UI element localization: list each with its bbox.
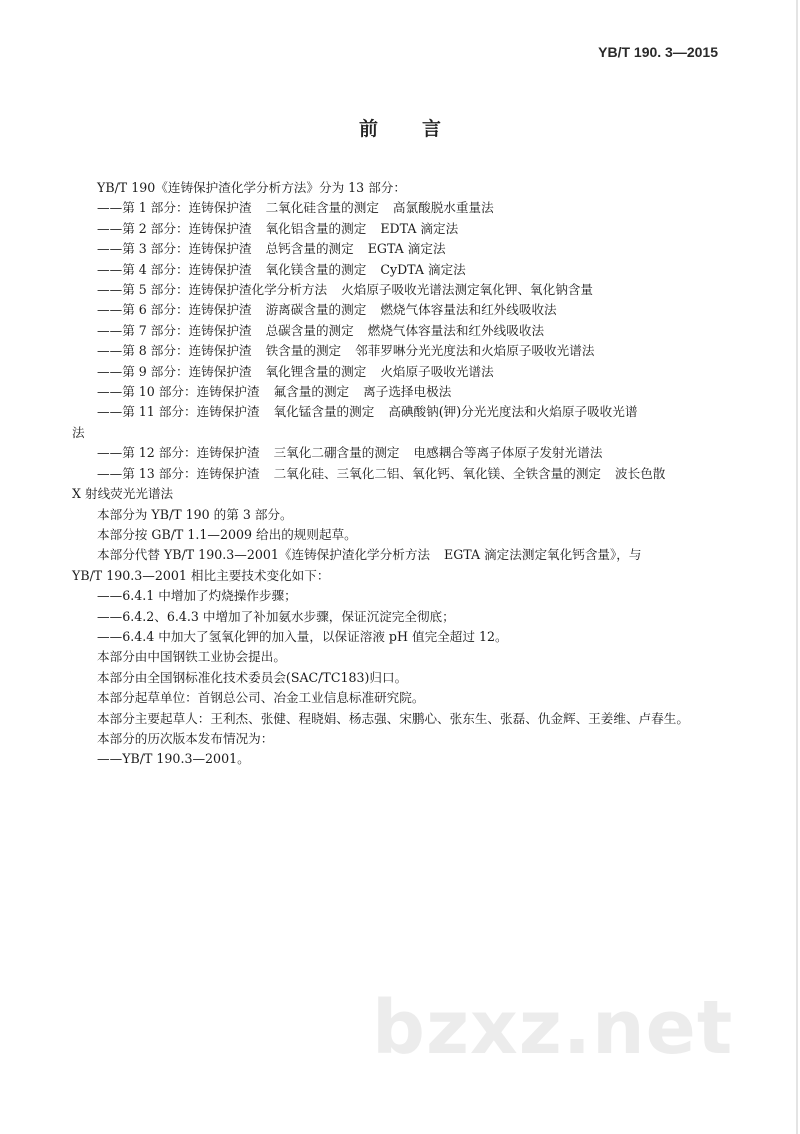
paragraph: 本部分的历次版本发布情况为：: [97, 730, 274, 746]
part-item: ——第 6 部分：连铸保护渣 游离碳含量的测定 燃烧气体容量法和红外线吸收法: [97, 302, 557, 318]
part-item: ——第 11 部分：连铸保护渣 氧化锰含量的测定 高碘酸钠(钾)分光光度法和火焰原子吸收光谱: [97, 404, 638, 420]
part-item: ——第 13 部分：连铸保护渣 二氧化硅、三氧化二铝、氧化钙、氧化镁、全铁含量的测定 波长色散: [97, 465, 666, 481]
part-item: ——第 1 部分：连铸保护渣 二氧化硅含量的测定 高氯酸脱水重量法: [97, 200, 494, 216]
paragraph: 本部分由中国钢铁工业协会提出。: [97, 649, 286, 665]
change-item: ——6.4.4 中加大了氢氧化钾的加入量，以保证溶液 pH 值完全超过 12。: [97, 628, 508, 644]
history-item: ——YB/T 190.3—2001。: [97, 751, 250, 767]
part-item: ——第 10 部分：连铸保护渣 氟含量的测定 离子选择电极法: [97, 384, 452, 400]
part-item: ——第 5 部分：连铸保护渣化学分析方法 火焰原子吸收光谱法测定氧化钾、氧化钠含量: [97, 282, 593, 298]
paragraph: 本部分按 GB/T 1.1—2009 给出的规则起草。: [97, 526, 357, 542]
part-item: ——第 9 部分：连铸保护渣 氧化锂含量的测定 火焰原子吸收光谱法: [97, 363, 494, 379]
part-item: ——第 4 部分：连铸保护渣 氧化镁含量的测定 CyDTA 滴定法: [97, 261, 466, 277]
title-char-2: 言: [422, 118, 442, 140]
paragraph: 本部分起草单位：首钢总公司、冶金工业信息标准研究院。: [97, 690, 425, 706]
change-item: ——6.4.1 中增加了灼烧操作步骤；: [97, 588, 297, 604]
foreword-body: [72, 178, 724, 770]
part-item: ——第 2 部分：连铸保护渣 氧化铝含量的测定 EDTA 滴定法: [97, 220, 459, 236]
paragraph: 本部分主要起草人：王利杰、张健、程晓娟、杨志强、宋鹏心、张东生、张磊、仇金辉、王姜维、卢春生。: [97, 710, 689, 726]
paragraph: 本部分代替 YB/T 190.3—2001《连铸保护渣化学分析方法 EGTA 滴定法测定氧化钙含量》，与: [97, 547, 642, 563]
paragraph: YB/T 190.3—2001 相比主要技术变化如下：: [72, 567, 330, 583]
part-item-wrap: 法: [72, 424, 85, 440]
watermark: bzxz.net: [372, 985, 734, 1071]
part-item: ——第 8 部分：连铸保护渣 铁含量的测定 邻菲罗啉分光光度法和火焰原子吸收光谱法: [97, 343, 595, 359]
page-title: [0, 114, 800, 141]
standard-code: YB/T 190. 3—2015: [598, 44, 718, 60]
part-item-wrap: X 射线荧光光谱法: [72, 486, 174, 502]
intro-text: YB/T 190《连铸保护渣化学分析方法》分为 13 部分：: [97, 180, 406, 195]
part-item: ——第 7 部分：连铸保护渣 总碳含量的测定 燃烧气体容量法和红外线吸收法: [97, 322, 545, 338]
part-item: ——第 3 部分：连铸保护渣 总钙含量的测定 EGTA 滴定法: [97, 241, 446, 257]
change-item: ——6.4.2、6.4.3 中增加了补加氨水步骤，保证沉淀完全彻底；: [97, 608, 455, 624]
paragraph: 本部分由全国钢标准化技术委员会(SAC/TC183)归口。: [97, 669, 408, 685]
paragraph: 本部分为 YB/T 190 的第 3 部分。: [97, 506, 293, 522]
title-char-1: 前: [358, 118, 378, 140]
part-item: ——第 12 部分：连铸保护渣 三氧化二硼含量的测定 电感耦合等离子体原子发射光谱法: [97, 445, 603, 461]
page-edge: [796, 0, 798, 1134]
